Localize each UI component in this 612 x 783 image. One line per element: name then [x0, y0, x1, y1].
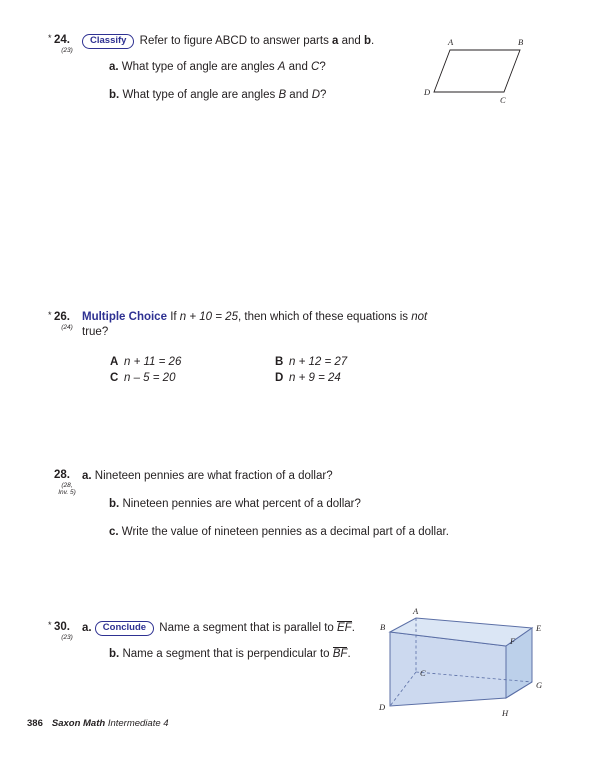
problem-24-part-a: [82, 59, 374, 75]
problem-26-stem-text-3: true?: [82, 326, 109, 338]
problem-26-stem-text-1: If: [170, 311, 180, 323]
choice-b[interactable]: [275, 354, 440, 370]
problem-30-body: [82, 620, 355, 663]
problem-24-part-a-label: a.: [109, 61, 119, 73]
problem-28-part-a-label: a.: [82, 470, 92, 482]
problem-30-number: 30.: [54, 621, 70, 633]
problem-30-part-b-label: b.: [109, 648, 120, 660]
multiple-choice-label: Multiple Choice: [82, 311, 167, 323]
problem-24-part-a-text-3: ?: [319, 61, 326, 73]
problem-26-body: [82, 310, 522, 340]
problem-24-stem-bold-b: b: [364, 35, 372, 47]
problem-28-part-c: [82, 524, 449, 540]
problem-30-part-b-segment: BF: [332, 648, 348, 660]
problem-28-part-a-text: Nineteen pennies are what fraction of a dollar?: [94, 470, 333, 482]
problem-24-lesson-ref: (23): [61, 47, 73, 54]
problem-28-part-c-label: c.: [109, 526, 119, 538]
choice-d[interactable]: [275, 370, 440, 386]
problem-28-part-b-label: b.: [109, 498, 120, 510]
problem-30-part-a: [82, 620, 355, 636]
problem-28-part-b-text: Nineteen pennies are what percent of a dollar?: [122, 498, 361, 510]
choice-a-letter: A: [110, 356, 119, 368]
problem-24-part-a-text-2: and: [285, 61, 312, 73]
problem-26-stem: [82, 310, 522, 340]
problem-30-part-b: [82, 646, 355, 662]
problem-24-part-a-var-2: C: [311, 61, 320, 73]
problem-30-part-a-label: a.: [82, 622, 92, 634]
problem-24-part-a-text-1: What type of angle are angles: [121, 61, 278, 73]
problem-28-part-c-text: Write the value of nineteen pennies as a decimal part of a dollar.: [121, 526, 449, 538]
page-number: 386: [27, 718, 43, 729]
choice-d-text: n + 9 = 24: [289, 372, 341, 384]
problem-30-part-a-segment: EF: [336, 622, 352, 634]
choice-c-letter: C: [110, 372, 119, 384]
problem-24-stem-text-2: and: [338, 35, 365, 47]
prism-label-h: H: [502, 708, 509, 718]
problem-24-part-b-var-2: D: [311, 89, 320, 101]
problem-24-stem-text-1: Refer to figure ABCD to answer parts: [139, 35, 333, 47]
problem-30-star: *: [48, 620, 52, 630]
figure-label-d: D: [424, 87, 431, 97]
choice-d-letter: D: [275, 372, 284, 384]
problem-24-body: [82, 33, 374, 104]
problem-24-part-b-var-1: B: [278, 89, 287, 101]
classify-label: Classify: [82, 34, 134, 49]
choice-c-text: n – 5 = 20: [124, 372, 176, 384]
problem-30-part-a-text-1: Name a segment that is parallel to: [159, 622, 337, 634]
problem-24-stem-text-3: .: [371, 35, 375, 47]
problem-30-part-b-text-1: Name a segment that is perpendicular to: [122, 648, 333, 660]
prism-label-a: A: [413, 606, 419, 616]
figure-parallelogram-abcd: [424, 36, 540, 108]
problem-30-part-a-text-2: .: [351, 622, 355, 634]
problem-30-lesson-ref: (23): [61, 634, 73, 641]
book-title: Saxon Math: [51, 718, 106, 729]
problem-26-star: *: [48, 310, 52, 320]
problem-26-stem-equation: n + 10 = 25: [179, 311, 238, 323]
problem-24-part-b: [82, 87, 374, 103]
problem-24-stem-bold-a: a: [332, 35, 339, 47]
conclude-label: Conclude: [95, 621, 154, 636]
choice-b-text: n + 12 = 27: [289, 356, 348, 368]
problem-26-lesson-ref: (24): [61, 324, 73, 331]
problem-24-part-b-text-2: and: [286, 89, 312, 101]
prism-label-d: D: [379, 702, 386, 712]
problem-24-number: 24.: [54, 34, 70, 46]
prism-label-e: E: [536, 623, 542, 633]
problem-24-part-b-text-3: ?: [320, 89, 327, 101]
prism-label-b: B: [380, 622, 386, 632]
book-series: Intermediate 4: [107, 718, 169, 729]
problem-28-body: [82, 468, 449, 541]
prism-label-f: F: [510, 636, 516, 646]
choice-row-2: [110, 370, 440, 386]
figure-rectangular-prism: [376, 606, 556, 736]
figure-label-b: B: [518, 37, 524, 47]
parallelogram-shape: [434, 50, 520, 92]
problem-26-choices: [110, 354, 440, 386]
prism-label-g: G: [536, 680, 543, 690]
problem-30-part-b-text-2: .: [347, 648, 351, 660]
choice-a[interactable]: [110, 354, 275, 370]
choice-b-letter: B: [275, 356, 284, 368]
problem-26-stem-text-2: , then which of these equations is: [237, 311, 412, 323]
page-footer: [27, 718, 169, 730]
prism-label-c: C: [420, 668, 426, 678]
problem-28-part-a: [82, 468, 449, 484]
figure-label-c: C: [500, 95, 506, 105]
problem-28-number: 28.: [54, 469, 70, 481]
problem-26-stem-not: not: [411, 311, 428, 323]
problem-24-part-b-text-1: What type of angle are angles: [122, 89, 279, 101]
problem-28-part-b: [82, 496, 449, 512]
choice-row-1: [110, 354, 440, 370]
problem-24-star: *: [48, 33, 52, 43]
problem-24-part-a-var-1: A: [277, 61, 286, 73]
problem-28-lesson-ref: (28,: [61, 482, 73, 489]
problem-28-lesson-ref-2: Inv. 5): [58, 489, 76, 496]
choice-a-text: n + 11 = 26: [124, 356, 182, 368]
problem-24-stem: [82, 33, 374, 49]
problem-26-number: 26.: [54, 311, 70, 323]
problem-24-part-b-label: b.: [109, 89, 120, 101]
figure-label-a: A: [448, 37, 454, 47]
choice-c[interactable]: [110, 370, 275, 386]
